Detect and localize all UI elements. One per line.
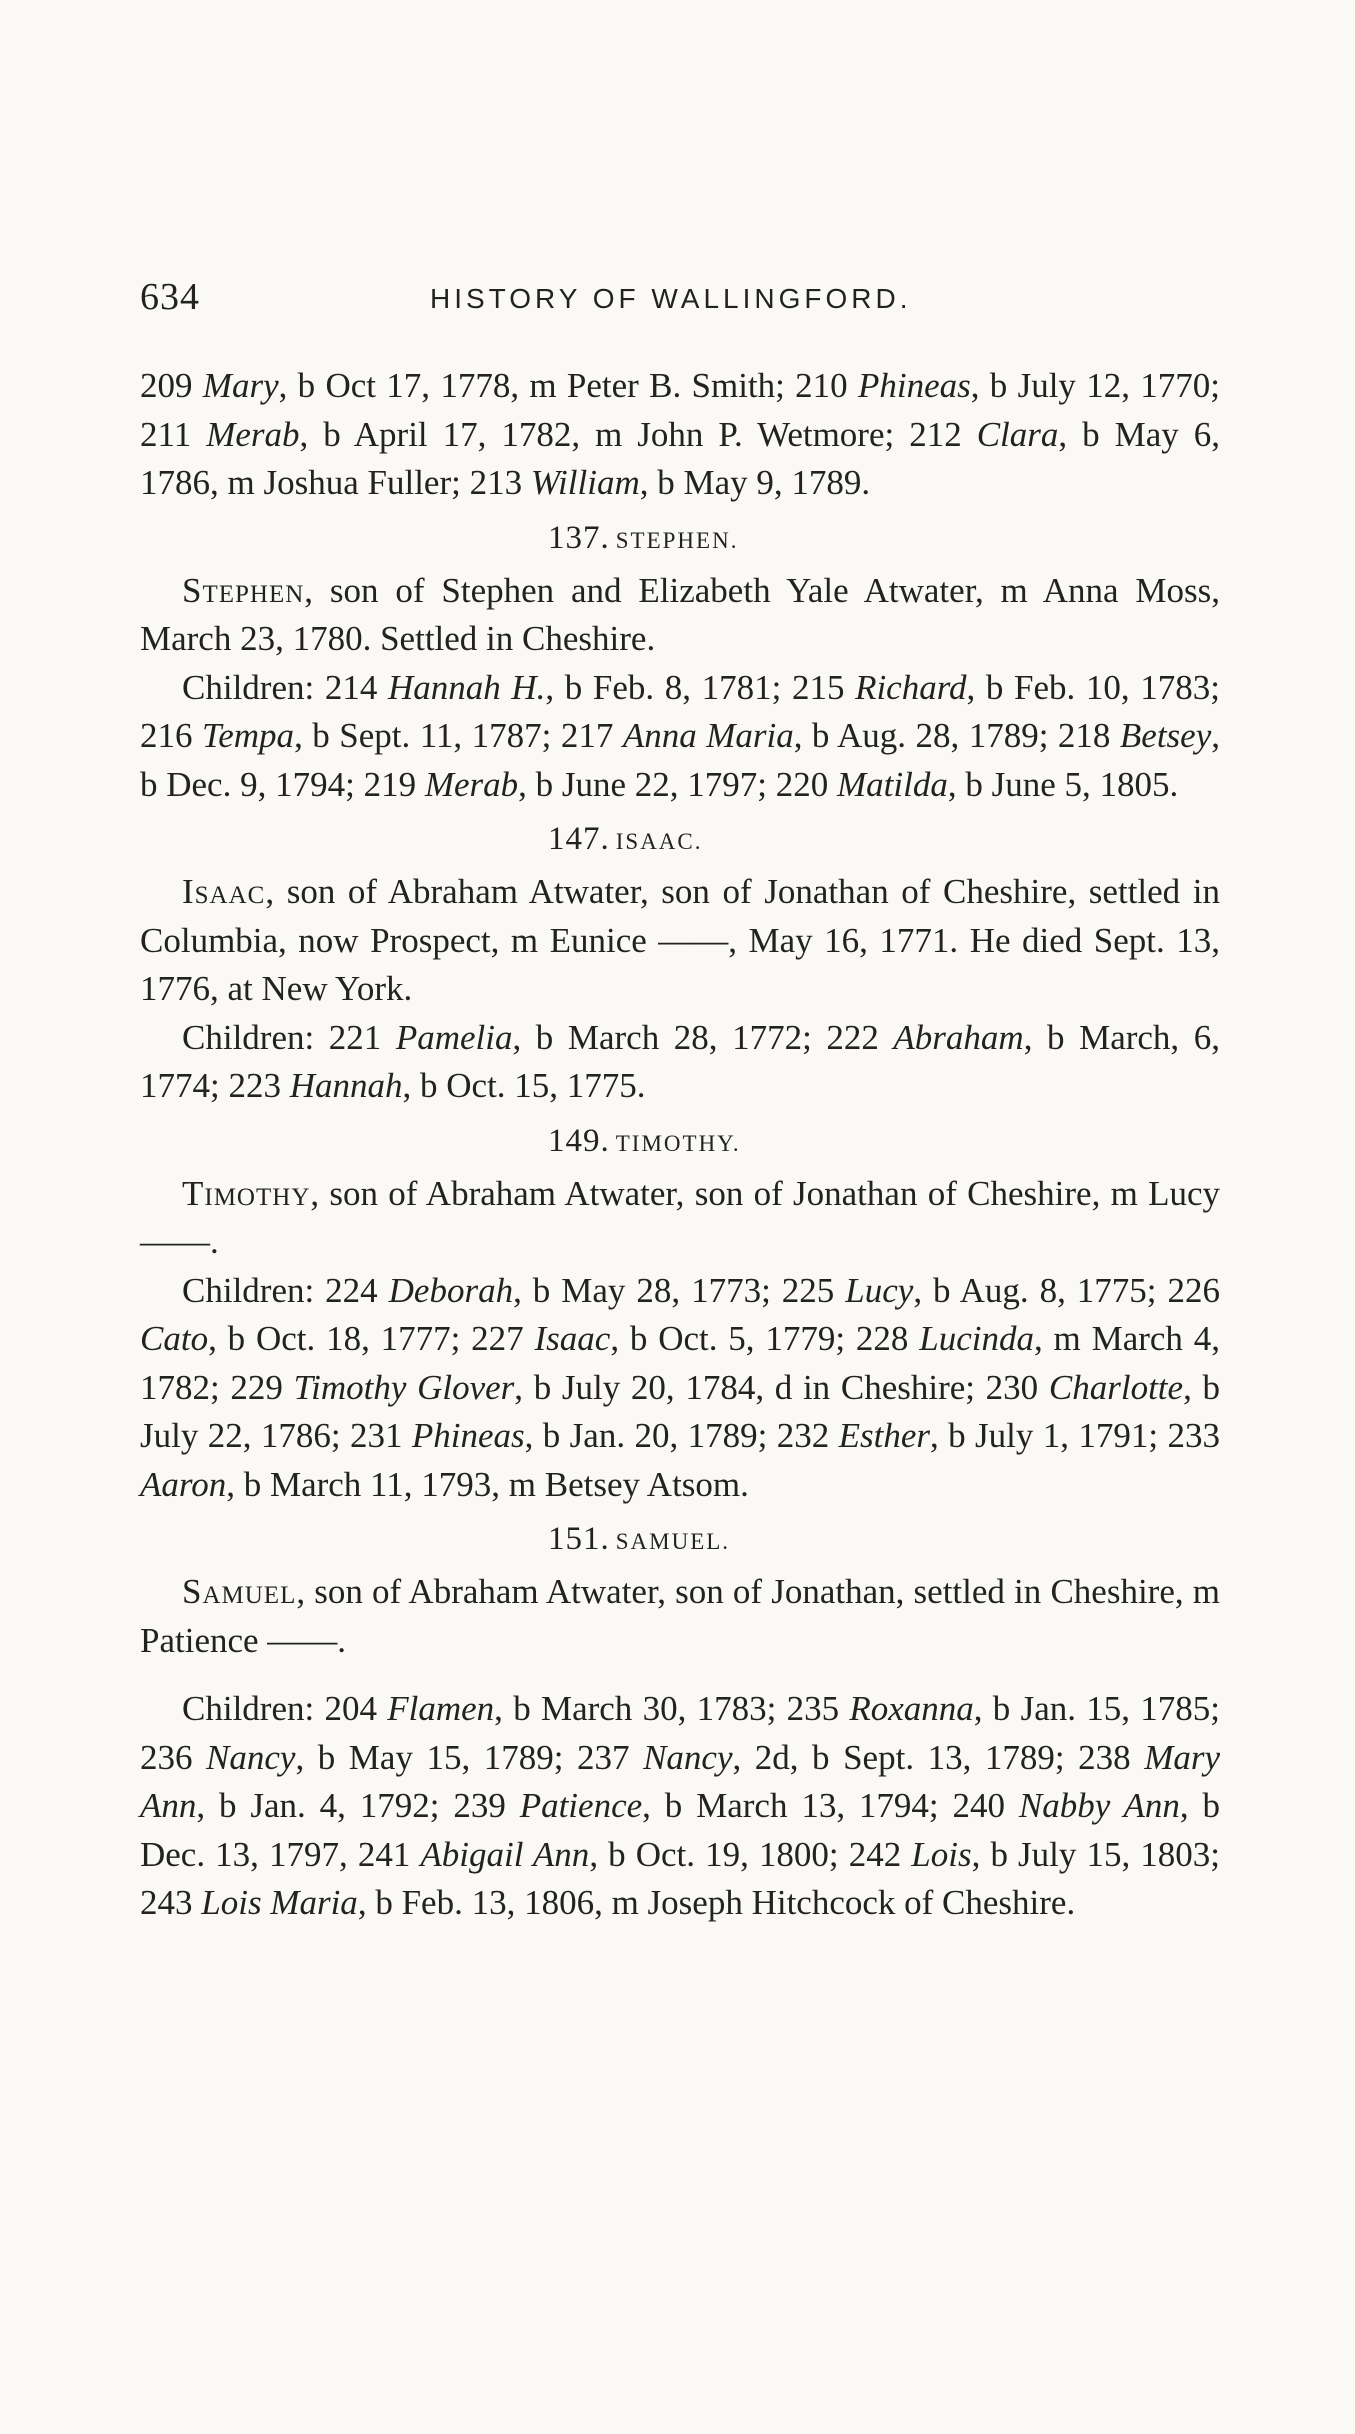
children-paragraph-stephen: Children: 214 Hannah H., b Feb. 8, 1781; 215 Richard, b Feb. 10, 1783; 216 Tempa, b Sept. 11, 1787; 217 Anna Maria, b Aug. 28, 1789; 218 Betsey, b Dec. 9, 1794; 219 Merab, b June 22, 1797; 220 Matilda, b June 5, 1805. xyxy=(140,667,1220,804)
child-name: Timothy Glover xyxy=(293,1367,515,1407)
page-body xyxy=(140,362,1220,1928)
child-name: Lucy xyxy=(845,1270,914,1310)
entry-paragraph-stephen: Stephen, son of Stephen and Elizabeth Yale Atwater, m Anna Moss, March 23, 1780. Settled in Cheshire. xyxy=(140,570,1220,658)
child-name: William xyxy=(530,463,640,502)
section-heading-147: 147. ISAAC. xyxy=(548,821,703,857)
child-name: Nabby Ann xyxy=(1018,1786,1180,1825)
continuation-paragraph: 209 Mary, b Oct 17, 1778, m Peter B. Smith; 210 Phineas, b July 12, 1770; 211 Merab, b April 17, 1782, m John P. Wetmore; 212 Clara, b May 6, 1786, m Joshua Fuller; 213 William, b May 9, 1789. xyxy=(140,366,1220,502)
child-name: Isaac xyxy=(534,1319,611,1358)
child-name: Mary xyxy=(202,366,279,405)
child-name: Phineas xyxy=(857,366,971,405)
page-number: 634 xyxy=(140,276,200,318)
children-paragraph-isaac: Children: 221 Pamelia, b March 28, 1772; 222 Abraham, b March, 6, 1774; 223 Hannah, b Oct. 15, 1775. xyxy=(140,1017,1220,1105)
child-name: Anna Maria xyxy=(622,716,794,755)
section-heading-137: 137. STEPHEN. xyxy=(548,519,739,556)
child-name: Charlotte xyxy=(1048,1367,1184,1407)
children-paragraph-samuel: Children: 204 Flamen, b March 30, 1783; 235 Roxanna, b Jan. 15, 1785; 236 Nancy, b May 15, 1789; 237 Nancy, 2d, b Sept. 13, 1789; 238 Mary Ann, b Jan. 4, 1792; 239 Patience, b March 13, 1794; 240 Nabby Ann, b Dec. 13, 1797, 241 Abigail Ann, b Oct. 19, 1800; 242 Lois, b July 15, 1803; 243 Lois Maria, b Feb. 13, 1806, m Joseph Hitchcock of Cheshire. xyxy=(140,1689,1221,1922)
child-name: Hannah H. xyxy=(387,667,546,707)
child-name: Richard xyxy=(855,667,967,707)
entry-lead-name: Samuel xyxy=(182,1572,297,1611)
child-name: Deborah xyxy=(388,1270,514,1310)
entry-lead-name: Stephen xyxy=(182,570,305,610)
entry-lead-name: Timothy xyxy=(182,1173,311,1213)
section-heading-149: 149. TIMOTHY. xyxy=(548,1122,741,1159)
entry-paragraph-timothy: Timothy, son of Abraham Atwater, son of Jonathan of Cheshire, m Lucy ——. xyxy=(140,1173,1220,1261)
child-name: Patience xyxy=(519,1786,643,1825)
child-name: Mary Ann xyxy=(140,1737,1220,1825)
child-name: Merab xyxy=(206,414,300,454)
entry-paragraph-samuel: Samuel, son of Abraham Atwater, son of Jonathan, settled in Cheshire, m Patience ——. xyxy=(140,1572,1220,1660)
child-name: Tempa xyxy=(201,716,295,755)
entry-lead-name: Isaac xyxy=(182,872,266,911)
entry-paragraph-isaac: Isaac, son of Abraham Atwater, son of Jonathan of Cheshire, settled in Columbia, now Prospect, m Eunice ——, May 16, 1771. He died Sept. 13, 1776, at New York. xyxy=(140,872,1220,1008)
paragraph-gap xyxy=(140,1665,1220,1685)
running-title: HISTORY OF WALLINGFORD. xyxy=(430,283,912,314)
child-name: Phineas xyxy=(411,1416,525,1455)
children-paragraph-timothy: Children: 224 Deborah, b May 28, 1773; 225 Lucy, b Aug. 8, 1775; 226 Cato, b Oct. 18, 1777; 227 Isaac, b Oct. 5, 1779; 228 Lucinda, m March 4, 1782; 229 Timothy Glover, b July 20, 1784, d in Cheshire; 230 Charlotte, b July 22, 1786; 231 Phineas, b Jan. 20, 1789; 232 Esther, b July 1, 1791; 233 Aaron, b March 11, 1793, m Betsey Atsom. xyxy=(140,1270,1220,1504)
child-name: Lucinda xyxy=(919,1319,1034,1358)
child-name: Nancy xyxy=(206,1737,296,1777)
child-name: Roxanna xyxy=(849,1689,974,1728)
child-name: Lois Maria xyxy=(201,1883,358,1922)
child-name: Flamen xyxy=(387,1689,495,1728)
child-name: Matilda xyxy=(837,764,948,804)
child-name: Cato xyxy=(140,1319,209,1358)
child-name: Aaron xyxy=(140,1464,227,1504)
child-name: Merab xyxy=(424,764,519,804)
child-name: Abraham xyxy=(893,1017,1024,1057)
child-name: Clara xyxy=(976,414,1059,454)
section-heading-151: 151. SAMUEL. xyxy=(548,1521,731,1557)
page-header xyxy=(140,275,1220,335)
child-name: Abigail Ann xyxy=(420,1834,590,1874)
child-name: Pamelia xyxy=(395,1017,513,1057)
child-name: Nancy xyxy=(643,1737,733,1777)
child-name: Lois xyxy=(911,1834,972,1874)
child-name: Betsey xyxy=(1119,716,1212,755)
child-name: Esther xyxy=(838,1416,930,1455)
child-name: Hannah xyxy=(289,1066,403,1105)
